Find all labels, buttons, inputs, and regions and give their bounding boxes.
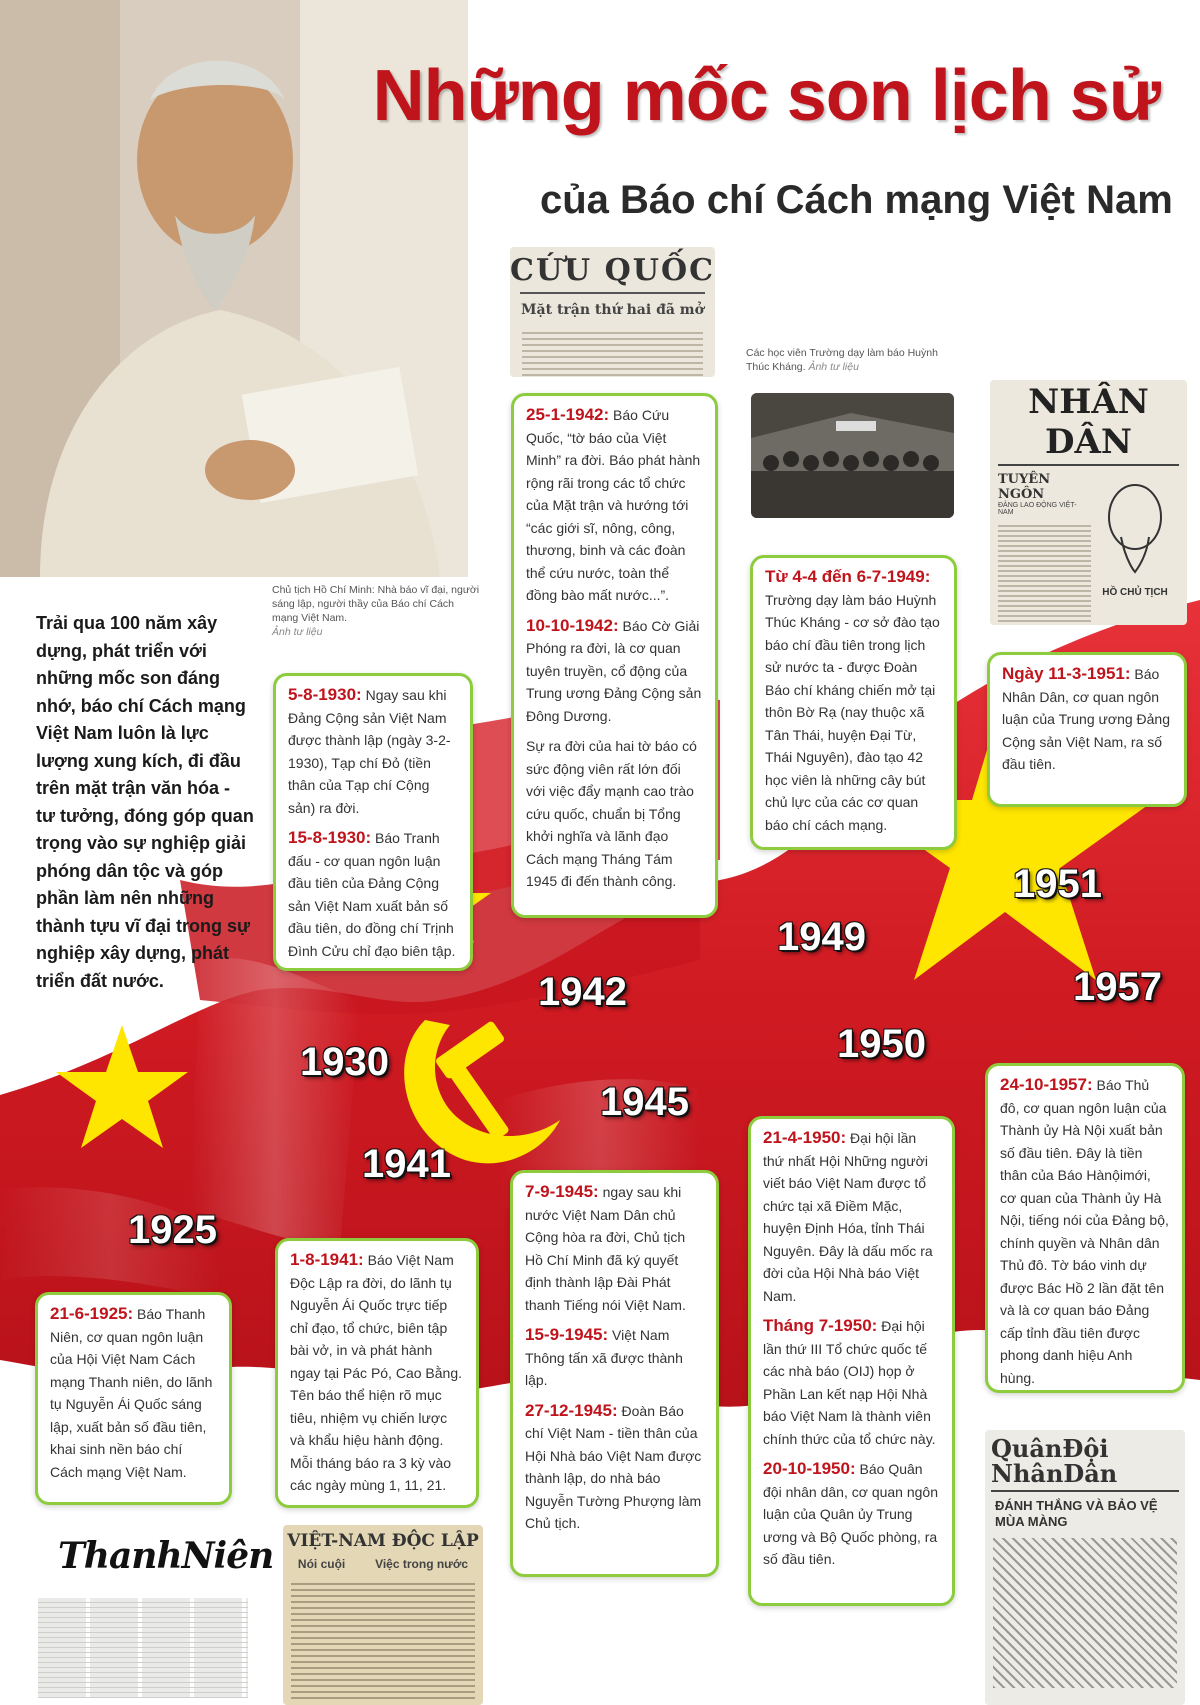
qdnd-masthead-1: QuânĐội [991, 1434, 1109, 1463]
year-label-1941: 1941 [362, 1142, 451, 1186]
entry-text: Báo Tranh đấu - cơ quan ngôn luận đầu tiên của Đảng Cộng sản Việt Nam xuất bản số đầu tiên, do đồng chí Trịnh Đình Cửu chỉ đạo biên tập. [288, 830, 456, 959]
school-caption-text: Các học viên Trường dạy làm báo Huỳnh Thúc Kháng. [746, 347, 938, 373]
entry-text: Sự ra đời của hai tờ báo có sức động viên rất lớn đối với việc đẩy mạnh cao trào cứu quốc, chuẩn bị Tổng khởi nghĩa và lãnh đạo Cách mạng Tháng Tám 1945 đi đến thành công. [526, 738, 697, 889]
newspaper-quan-doi-nhan-dan [985, 1430, 1185, 1705]
school-caption-source: Ảnh tư liệu [808, 361, 859, 373]
entry-1957-1 [1000, 1074, 1170, 1389]
date-label: 5-8-1930: [288, 685, 362, 704]
qdnd-masthead-2: NhânDân [991, 1459, 1118, 1488]
entry-text: Đại hội lần thứ III Tổ chức quốc tế các nhà báo (OIJ) họp ở Phần Lan kết nạp Hội Nhà báo Việt Nam là thành viên chính thức của tổ chức này. [763, 1318, 936, 1447]
box-1951 [987, 652, 1187, 807]
entry-1942-2 [526, 615, 703, 728]
thanh-nien-pages [38, 1598, 248, 1698]
entry-text: Báo Cờ Giải Phóng ra đời, là cơ quan tuyên truyền, cổ động của Trung ương Đảng Cộng sản Đông Dương. [526, 617, 702, 724]
year-label-1945: 1945 [600, 1080, 689, 1124]
portrait-caption-text: Chủ tịch Hồ Chí Minh: Nhà báo vĩ đại, người sáng lập, người thầy của Báo chí Cách mạng Việt Nam. [272, 584, 480, 624]
newspaper-nhan-dan [990, 380, 1187, 625]
cuu-quoc-headline: Mặt trận thứ hai đã mở [521, 302, 704, 318]
year-label-1930: 1930 [300, 1040, 389, 1084]
entry-1949-1 [765, 566, 942, 836]
entry-text: Báo Cứu Quốc, “tờ báo của Việt Minh” ra đời. Báo phát hành rộng rãi trong các tổ chức của Mặt trận và hướng tới “các giới sĩ, nông, công, thương, binh và các đoàn thể cứu nước, toàn thể đồng bào mất nước...”. [526, 407, 701, 603]
date-label: Tháng 7-1950: [763, 1316, 878, 1335]
date-label: Từ 4-4 đến 6-7-1949: [765, 567, 931, 586]
date-label: 27-12-1945: [525, 1400, 618, 1420]
entry-text: Đại hội lần thứ nhất Hội Những người viết báo Việt Nam được tổ chức tại xã Điềm Mặc, huyện Định Hóa, tỉnh Thái Nguyên. Đây là dấu mốc ra đời của Hội Nhà báo Việt Nam. [763, 1130, 933, 1304]
nhan-dan-caption: HỒ CHỦ TỊCH [1102, 587, 1168, 598]
year-label-1950: 1950 [837, 1022, 926, 1066]
entry-1942-3 [526, 735, 703, 893]
nhan-dan-line2: ĐẢNG LAO ĐỘNG VIỆT-NAM [998, 502, 1077, 516]
entry-text: Đoàn Báo chí Việt Nam - tiền thân của Hội Nhà báo Việt Nam được thành lập, do nhà báo Nguyễn Tường Phượng làm Chủ tịch. [525, 1402, 702, 1531]
year-label-1949: 1949 [777, 915, 866, 959]
entry-text: Báo Nhân Dân, cơ quan ngôn luận của Trung ương Đảng Cộng sản Việt Nam, ra số đầu tiên. [1002, 666, 1170, 772]
qdnd-headline: ĐÁNH THẮNG VÀ BẢO VỆ MÙA MÀNG [995, 1498, 1158, 1529]
entry-1925-1 [50, 1303, 217, 1483]
intro-paragraph: Trải qua 100 năm xây dựng, phát triển với những mốc son đáng nhớ, báo chí Cách mạng Việt Nam luôn là lực lượng xung kích, đi đầu trên mặt trận văn hóa - tư tưởng, đóng góp quan trọng vào sự nghiệp giải phóng dân tộc và góp phần làm nên những thành tựu vĩ đại trong sự nghiệp xây dựng, phát triển đất nước. [36, 613, 254, 991]
date-label: 7-9-1945: [525, 1182, 599, 1201]
thanh-nien-logo: ThanhNiên [58, 1535, 274, 1577]
school-photo-caption [746, 346, 946, 374]
page-title: Những mốc son lịch sử [372, 56, 1160, 136]
entry-1945-1 [525, 1181, 704, 1316]
entry-1951-1 [1002, 663, 1172, 776]
box-1925 [35, 1292, 232, 1505]
date-label: 15-8-1930: [288, 828, 372, 847]
nhan-dan-masthead: NHÂN DÂN [1028, 382, 1149, 462]
vndl-masthead: VIỆT-NAM ĐỘC LẬP [287, 1531, 479, 1551]
portrait-caption [272, 583, 482, 639]
entry-text: Ngay sau khi Đảng Cộng sản Việt Nam được thành lập (ngày 3-2-1930), Tạp chí Đỏ (tiền thân của Tạp chí Cộng sản) ra đời. [288, 687, 451, 816]
date-label: 25-1-1942: [526, 405, 610, 424]
newspaper-cuu-quoc [510, 247, 715, 377]
entry-1930-2 [288, 827, 458, 962]
year-label-1942: 1942 [538, 970, 627, 1014]
date-label: 24-10-1957: [1000, 1075, 1093, 1094]
year-label-1925: 1925 [128, 1208, 217, 1252]
entry-text: Báo Thanh Niên, cơ quan ngôn luận của Hội Việt Nam Cách mạng Thanh niên, do lãnh tụ Nguyễn Ái Quốc sáng lập, xuất bản số đầu tiên, khai sinh nền báo chí Cách mạng Việt Nam. [50, 1306, 213, 1480]
entry-1945-2 [525, 1324, 704, 1392]
entry-text: Báo Thủ đô, cơ quan ngôn luận của Thành ủy Hà Nội xuất bản số đầu tiên. Đây là tiền thân của Báo Hànộimới, cơ quan của Thành ủy Hà Nội, tiếng nói của Đảng bộ, chính quyền và Nhân dân Thủ đô. Tờ báo vinh dự được Bác Hồ 2 lần đặt tên và là cơ quan báo Đảng cấp tỉnh đầu tiên được phong danh hiệu Anh hùng. [1000, 1077, 1169, 1386]
year-label-1951: 1951 [1013, 862, 1102, 906]
date-label: 21-6-1925: [50, 1304, 134, 1323]
newspaper-viet-nam-doc-lap [283, 1525, 483, 1705]
date-label: 10-10-1942: [526, 615, 619, 635]
portrait-caption-source: Ảnh tư liệu [272, 626, 323, 638]
entry-1930-1 [288, 684, 458, 819]
entry-1950-2 [763, 1315, 940, 1450]
entry-text: ngay sau khi nước Việt Nam Dân chủ Cộng hòa ra đời, Chủ tịch Hồ Chí Minh đã ký quyết định thành lập Đài Phát thanh Tiếng nói Việt Nam. [525, 1184, 686, 1313]
entry-text: Báo Việt Nam Độc Lập ra đời, do lãnh tụ Nguyễn Ái Quốc trực tiếp chỉ đạo, tổ chức, biên tập bài vở, in và phát hành ngay tại Pác Pó, Cao Bằng. Tên báo thể hiện rõ mục tiêu, nhiệm vụ chiến lược và khẩu hiệu hành động. Mỗi tháng báo ra 3 kỳ vào các ngày mùng 1, 11, 21. [290, 1252, 462, 1493]
box-1957 [985, 1063, 1185, 1393]
page-subtitle: của Báo chí Cách mạng Việt Nam [540, 178, 1173, 222]
date-label: Ngày 11-3-1951: [1002, 664, 1131, 683]
box-1930 [273, 673, 473, 971]
date-label: 20-10-1950: [763, 1459, 856, 1478]
vndl-col2: Việc trong nước [375, 1557, 469, 1571]
box-1945 [510, 1170, 719, 1577]
entry-text: Trường dạy làm báo Huỳnh Thúc Kháng - cơ sở đào tạo báo chí đầu tiên trong lịch sử nước ta - được Đoàn Báo chí kháng chiến mở tại thôn Bờ Rạ (nay thuộc xã Tân Thái, huyện Đại Từ, Thái Nguyên), đào tạo 42 học viên là những cây bút chủ lực của các cơ quan báo chí cách mạng. [765, 591, 940, 833]
cuu-quoc-masthead: CỨU QUỐC [510, 253, 715, 288]
entry-1950-3 [763, 1458, 940, 1571]
nhan-dan-line1: TUYÊN NGÔN [998, 472, 1051, 502]
entry-1942-1 [526, 404, 703, 607]
year-label-1957: 1957 [1073, 965, 1162, 1009]
school-photo [751, 393, 954, 518]
entry-text: Báo Quân đội nhân dân, cơ quan ngôn luận của Quân ủy Trung ương và Bộ Quốc phòng, ra số đầu tiên. [763, 1461, 938, 1567]
entry-1941-1 [290, 1249, 464, 1497]
entry-1945-3 [525, 1400, 704, 1535]
date-label: 15-9-1945: [525, 1325, 609, 1344]
box-1941 [275, 1238, 479, 1508]
box-1942 [511, 393, 718, 918]
entry-1950-1 [763, 1127, 940, 1307]
box-1949 [750, 555, 957, 850]
date-label: 21-4-1950: [763, 1128, 847, 1147]
box-1950 [748, 1116, 955, 1606]
nhan-dan-portrait [1091, 472, 1179, 582]
date-label: 1-8-1941: [290, 1250, 364, 1269]
vndl-col1: Nói cuội [297, 1557, 346, 1571]
entry-text: Việt Nam Thông tấn xã được thành lập. [525, 1327, 683, 1388]
